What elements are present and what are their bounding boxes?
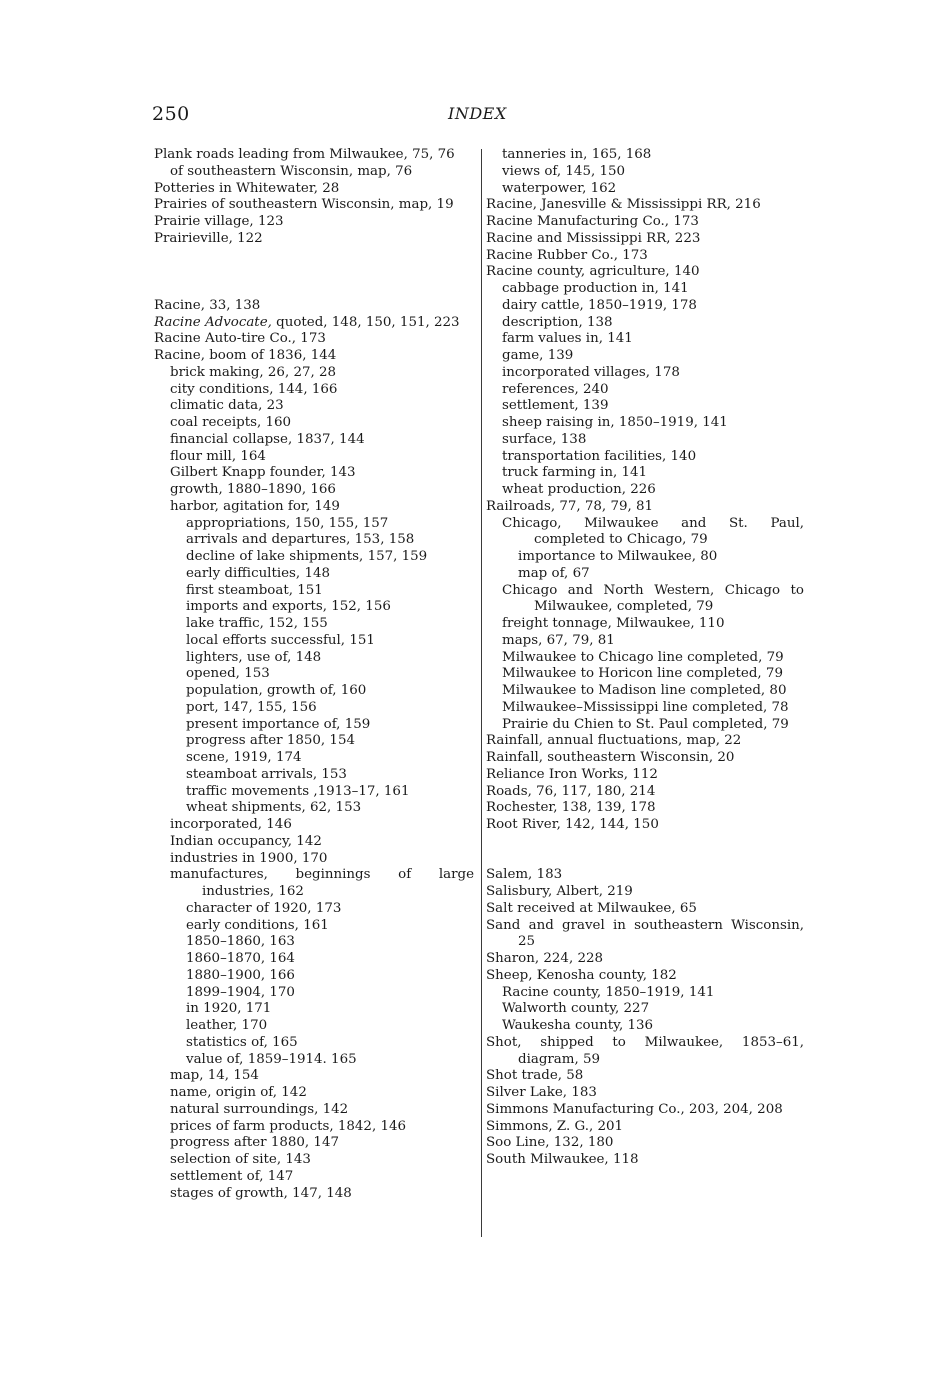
- entry-text: financial collapse, 1837, 144: [170, 431, 365, 447]
- index-entry: [154, 683, 474, 700]
- entry-text: early conditions, 161: [186, 917, 329, 933]
- index-entry: [154, 1001, 474, 1018]
- index-entry: [486, 231, 804, 248]
- index-entry: [154, 398, 474, 415]
- index-entry: [154, 1119, 474, 1136]
- index-entry: [154, 851, 474, 868]
- index-entry: [486, 985, 804, 1002]
- index-entry: [154, 449, 474, 466]
- entry-text: Silver Lake, 183: [486, 1085, 597, 1100]
- entry-text: Prairie du Chien to St. Paul completed, 79: [502, 716, 789, 732]
- index-entry: [486, 867, 804, 884]
- index-entry: [154, 1068, 474, 1085]
- index-entry: [154, 197, 474, 214]
- index-entry: [486, 700, 804, 717]
- index-entry: [486, 499, 804, 516]
- entry-text: Racine county, agriculture, 140: [486, 264, 700, 280]
- entry-text: Racine Auto-tire Co., 173: [154, 331, 326, 347]
- entry-text: opened, 153: [186, 666, 270, 682]
- index-entry: [154, 1169, 474, 1186]
- index-entry: [154, 650, 474, 667]
- column-divider: [481, 149, 482, 1237]
- entry-text: Chicago, Milwaukee and St. Paul, completed to Chicago, 79: [502, 515, 804, 548]
- index-entry: [486, 348, 804, 365]
- entry-text: Racine and Mississippi RR, 223: [486, 230, 701, 246]
- entry-text: Gilbert Knapp founder, 143: [170, 465, 356, 481]
- index-entry: [486, 683, 804, 700]
- entry-text: steamboat arrivals, 153: [186, 766, 347, 782]
- entry-text: early difficulties, 148: [186, 565, 331, 581]
- index-entry: [154, 298, 474, 315]
- entry-text: 1880–1900, 166: [186, 967, 295, 983]
- entry-text: Shot trade, 58: [486, 1068, 584, 1084]
- index-entry: [486, 666, 804, 683]
- index-entry: [154, 549, 474, 566]
- index-entry: [486, 1035, 804, 1069]
- index-entry: [486, 918, 804, 952]
- index-entry: [154, 817, 474, 834]
- entry-text: cabbage production in, 141: [502, 281, 689, 296]
- entry-text: manufactures, beginnings of large industries, 162: [170, 867, 474, 899]
- index-entry: [154, 583, 474, 600]
- index-column-right: [486, 147, 804, 1169]
- entry-text: Potteries in Whitewater, 28: [154, 180, 340, 196]
- entry-text: Reliance Iron Works, 112: [486, 766, 658, 782]
- index-entry: [486, 181, 804, 198]
- index-entry: [154, 214, 474, 231]
- entry-text: transportation facilities, 140: [502, 448, 697, 464]
- index-entry: [154, 331, 474, 348]
- index-entry: [154, 532, 474, 549]
- entry-text: Waukesha county, 136: [502, 1018, 654, 1033]
- index-column-left: [154, 147, 474, 1202]
- index-entry: [486, 633, 804, 650]
- index-entry: [154, 767, 474, 784]
- index-entry: [486, 315, 804, 332]
- index-entry: [154, 867, 474, 901]
- entry-text: Prairie village, 123: [154, 214, 284, 229]
- entry-text: local efforts successful, 151: [186, 632, 375, 648]
- index-entry: [154, 918, 474, 935]
- index-entry: [486, 1068, 804, 1085]
- index-entry: [486, 147, 804, 164]
- entry-text: Milwaukee to Madison line completed, 80: [502, 683, 787, 698]
- index-entry: [154, 365, 474, 382]
- index-entry: [486, 817, 804, 834]
- index-entry: [154, 1152, 474, 1169]
- entry-text: incorporated villages, 178: [502, 364, 680, 380]
- index-entry: [486, 465, 804, 482]
- entry-text: name, origin of, 142: [170, 1085, 307, 1100]
- index-entry: [154, 164, 474, 181]
- index-entry: [154, 315, 474, 332]
- index-entry: [486, 516, 804, 550]
- entry-text: Racine, boom of 1836, 144: [154, 348, 337, 363]
- entry-text: natural surroundings, 142: [170, 1101, 349, 1117]
- entry-text: Milwaukee–Mississippi line completed, 78: [502, 699, 789, 715]
- index-entry: [486, 951, 804, 968]
- index-entry: [486, 432, 804, 449]
- entry-text: present importance of, 159: [186, 716, 371, 732]
- entry-text: arrivals and departures, 153, 158: [186, 532, 415, 548]
- entry-text: Milwaukee to Chicago line completed, 79: [502, 649, 784, 665]
- entry-text: lighters, use of, 148: [186, 649, 322, 665]
- index-entry: [486, 901, 804, 918]
- index-entry: [486, 298, 804, 315]
- entry-text: Walworth county, 227: [502, 1001, 650, 1017]
- index-entry: [154, 733, 474, 750]
- index-entry: [154, 1035, 474, 1052]
- entry-text: South Milwaukee, 118: [486, 1152, 639, 1167]
- index-entry: [486, 1135, 804, 1152]
- entry-text: Racine Rubber Co., 173: [486, 247, 648, 263]
- entry-text: Railroads, 77, 78, 79, 81: [486, 498, 654, 514]
- entry-text: incorporated, 146: [170, 817, 292, 832]
- entry-text: value of, 1859–1914. 165: [186, 1051, 357, 1067]
- entry-text: Rainfall, southeastern Wisconsin, 20: [486, 750, 735, 765]
- entry-text: Roads, 76, 117, 180, 214: [486, 783, 656, 799]
- index-entry: [486, 214, 804, 231]
- index-entry: [486, 616, 804, 633]
- entry-text: city conditions, 144, 166: [170, 381, 338, 397]
- entry-text: sheep raising in, 1850–1919, 141: [502, 415, 728, 430]
- index-entry: [154, 382, 474, 399]
- entry-text: Salt received at Milwaukee, 65: [486, 900, 697, 916]
- entry-text: views of, 145, 150: [502, 163, 626, 179]
- entry-text: Rainfall, annual fluctuations, map, 22: [486, 733, 742, 749]
- entry-text: Milwaukee to Horicon line completed, 79: [502, 666, 783, 682]
- entry-text: Plank roads leading from Milwaukee, 75, 76: [154, 147, 455, 162]
- index-entry: [154, 633, 474, 650]
- index-entry: [154, 700, 474, 717]
- entry-text: progress after 1880, 147: [170, 1135, 339, 1151]
- index-entry: [154, 834, 474, 851]
- entry-text: references, 240: [502, 381, 609, 397]
- index-entry: [154, 985, 474, 1002]
- entry-text: Racine, 33, 138: [154, 297, 261, 313]
- index-entry: [154, 717, 474, 734]
- index-entry: [154, 348, 474, 365]
- entry-text: port, 147, 155, 156: [186, 699, 317, 715]
- index-entry: [486, 1152, 804, 1169]
- index-entry: [154, 147, 474, 164]
- index-entry: [154, 934, 474, 951]
- entry-text: Prairieville, 122: [154, 230, 263, 246]
- entry-text: statistics of, 165: [186, 1034, 298, 1050]
- entry-text: appropriations, 150, 155, 157: [186, 515, 389, 531]
- index-entry: [154, 1135, 474, 1152]
- index-entry: [486, 281, 804, 298]
- index-entry: [486, 398, 804, 415]
- index-entry: [486, 415, 804, 432]
- entry-text: map, 14, 154: [170, 1068, 259, 1084]
- entry-text: climatic data, 23: [170, 398, 284, 414]
- entry-text: Racine, Janesville & Mississippi RR, 216: [486, 197, 761, 213]
- entry-text: Racine county, 1850–1919, 141: [502, 984, 715, 1000]
- entry-text: growth, 1880–1890, 166: [170, 482, 336, 497]
- entry-text: Salisbury, Albert, 219: [486, 884, 633, 899]
- page-number: 250: [152, 103, 190, 125]
- entry-text: settlement, 139: [502, 398, 609, 414]
- entry-text: imports and exports, 152, 156: [186, 599, 391, 615]
- index-entry: [154, 499, 474, 516]
- entry-text: Shot, shipped to Milwaukee, 1853–61, diagram, 59: [486, 1034, 804, 1067]
- entry-text: importance to Milwaukee, 80: [518, 549, 718, 564]
- index-entry: [486, 650, 804, 667]
- entry-text: scene, 1919, 174: [186, 750, 302, 765]
- running-head: INDEX: [448, 104, 507, 123]
- index-entry: [154, 181, 474, 198]
- index-entry: [486, 197, 804, 214]
- entry-text: prices of farm products, 1842, 146: [170, 1118, 407, 1134]
- index-entry: [486, 566, 804, 583]
- entry-text: tanneries in, 165, 168: [502, 147, 652, 162]
- index-entry: [486, 583, 804, 617]
- index-entry: [486, 884, 804, 901]
- entry-text: decline of lake shipments, 157, 159: [186, 549, 428, 564]
- index-entry: [154, 231, 474, 248]
- entry-text: industries in 1900, 170: [170, 850, 328, 866]
- index-entry: [154, 415, 474, 432]
- entry-text: wheat shipments, 62, 153: [186, 800, 362, 816]
- index-entry: [486, 800, 804, 817]
- entry-text: Sheep, Kenosha county, 182: [486, 967, 677, 983]
- index-entry: [486, 968, 804, 985]
- index-entry: [154, 432, 474, 449]
- index-entry: [486, 1001, 804, 1018]
- index-entry: [154, 1018, 474, 1035]
- index-entry: [486, 1085, 804, 1102]
- entry-text: Chicago and North Western, Chicago to Milwaukee, completed, 79: [502, 582, 804, 615]
- entry-text: traffic movements ,1913–17, 161: [186, 783, 410, 799]
- entry-text: Sharon, 224, 228: [486, 951, 604, 966]
- entry-text: Sand and gravel in southeastern Wisconsin, 25: [486, 917, 804, 950]
- entry-text: population, growth of, 160: [186, 683, 367, 698]
- entry-text: farm values in, 141: [502, 331, 633, 347]
- index-entry: [486, 264, 804, 281]
- index-entry: [486, 365, 804, 382]
- index-entry: [486, 717, 804, 734]
- entry-text: settlement of, 147: [170, 1168, 294, 1184]
- entry-text: Prairies of southeastern Wisconsin, map, 19: [154, 197, 454, 213]
- entry-text: Racine Manufacturing Co., 173: [486, 214, 699, 229]
- entry-italic-title: Racine Advocate,: [154, 314, 272, 330]
- index-entry: [154, 750, 474, 767]
- index-entry: [154, 666, 474, 683]
- entry-text: waterpower, 162: [502, 180, 617, 196]
- index-entry: [486, 331, 804, 348]
- index-entry: [154, 951, 474, 968]
- entry-text: leather, 170: [186, 1018, 268, 1033]
- index-entry: [154, 599, 474, 616]
- index-entry: [154, 1186, 474, 1203]
- entry-text: stages of growth, 147, 148: [170, 1185, 352, 1201]
- index-entry: [486, 248, 804, 265]
- index-entry: [486, 750, 804, 767]
- entry-text: 1899–1904, 170: [186, 984, 295, 1000]
- entry-text: in 1920, 171: [186, 1001, 272, 1017]
- index-entry: [486, 1018, 804, 1035]
- entry-text: quoted, 148, 150, 151, 223: [271, 314, 460, 330]
- entry-text: Rochester, 138, 139, 178: [486, 800, 656, 816]
- index-entry: [154, 1085, 474, 1102]
- entry-text: 1860–1870, 164: [186, 951, 295, 966]
- index-entry: [486, 482, 804, 499]
- entry-text: of southeastern Wisconsin, map, 76: [170, 163, 413, 179]
- index-entry: [486, 1119, 804, 1136]
- section-gap: [486, 834, 804, 868]
- entry-text: description, 138: [502, 314, 613, 330]
- entry-text: surface, 138: [502, 431, 587, 447]
- entry-text: Salem, 183: [486, 867, 563, 883]
- index-entry: [154, 516, 474, 533]
- entry-text: flour mill, 164: [170, 448, 266, 464]
- index-entry: [154, 616, 474, 633]
- index-entry: [154, 968, 474, 985]
- index-entry: [154, 482, 474, 499]
- index-entry: [486, 549, 804, 566]
- entry-text: maps, 67, 79, 81: [502, 632, 615, 648]
- entry-text: character of 1920, 173: [186, 900, 342, 916]
- entry-text: truck farming in, 141: [502, 465, 648, 481]
- entry-text: lake traffic, 152, 155: [186, 616, 328, 631]
- entry-text: brick making, 26, 27, 28: [170, 364, 337, 380]
- entry-text: Indian occupancy, 142: [170, 833, 322, 849]
- entry-text: map of, 67: [518, 565, 590, 581]
- entry-text: selection of site, 143: [170, 1152, 311, 1167]
- entry-text: progress after 1850, 154: [186, 733, 355, 749]
- index-entry: [154, 901, 474, 918]
- index-entry: [486, 767, 804, 784]
- entry-text: coal receipts, 160: [170, 415, 292, 430]
- index-entry: [486, 733, 804, 750]
- index-entry: [486, 449, 804, 466]
- index-entry: [154, 1102, 474, 1119]
- entry-text: first steamboat, 151: [186, 582, 323, 598]
- index-entry: [154, 784, 474, 801]
- entry-text: freight tonnage, Milwaukee, 110: [502, 616, 725, 631]
- index-entry: [486, 164, 804, 181]
- entry-text: Simmons Manufacturing Co., 203, 204, 208: [486, 1101, 783, 1117]
- entry-text: Soo Line, 132, 180: [486, 1135, 614, 1151]
- entry-text: harbor, agitation for, 149: [170, 498, 340, 514]
- index-entry: [486, 784, 804, 801]
- entry-text: Root River, 142, 144, 150: [486, 817, 659, 832]
- index-entry: [486, 382, 804, 399]
- index-entry: [154, 566, 474, 583]
- section-gap: [154, 248, 474, 298]
- entry-text: wheat production, 226: [502, 482, 656, 497]
- index-entry: [154, 800, 474, 817]
- entry-text: Simmons, Z. G., 201: [486, 1118, 624, 1134]
- entry-text: dairy cattle, 1850–1919, 178: [502, 297, 697, 313]
- entry-text: 1850–1860, 163: [186, 934, 295, 950]
- index-entry: [154, 1052, 474, 1069]
- index-entry: [154, 465, 474, 482]
- index-entry: [486, 1102, 804, 1119]
- entry-text: game, 139: [502, 348, 574, 363]
